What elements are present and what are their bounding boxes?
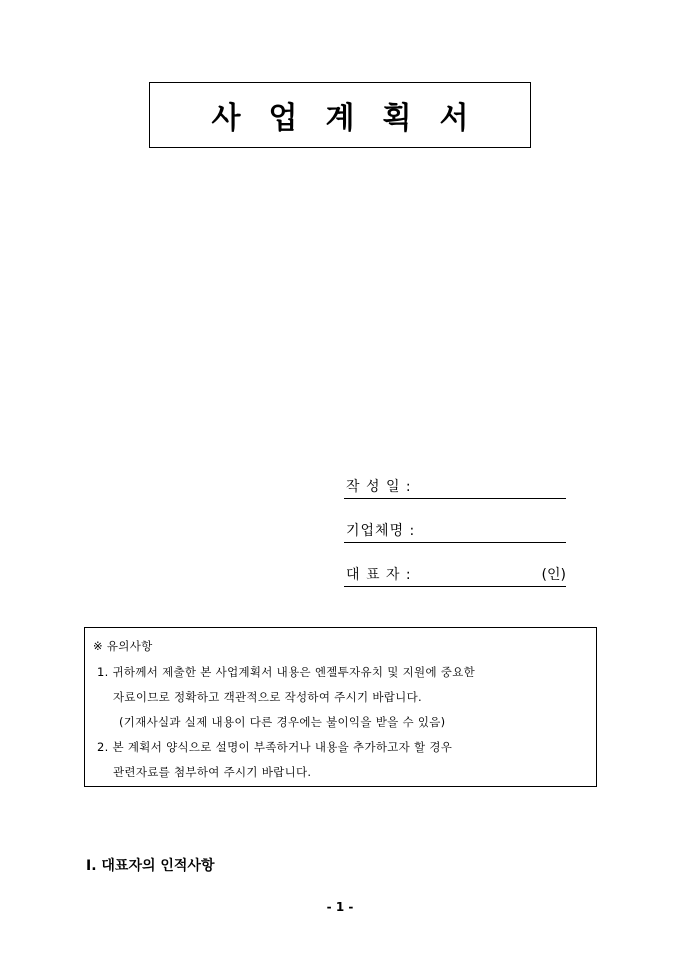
notice-box: [84, 627, 597, 787]
notice-line: 1. 귀하께서 제출한 본 사업계획서 내용은 엔젤투자유치 및 지원에 중요한: [97, 665, 476, 679]
ceo-label: 대 표 자 :: [346, 567, 412, 583]
seal-mark: (인): [541, 567, 566, 583]
company-name-label: 기업체명 :: [346, 523, 416, 539]
document-title-box: [149, 82, 531, 148]
notice-line: (기재사실과 실제 내용이 다른 경우에는 불이익을 받을 수 있음): [119, 715, 446, 729]
date-field: [344, 478, 566, 499]
ceo-field: [344, 566, 566, 587]
notice-line: 관련자료를 첨부하여 주시기 바랍니다.: [113, 765, 312, 779]
notice-line: 자료이므로 정확하고 객관적으로 작성하여 주시기 바랍니다.: [113, 690, 422, 704]
date-label: 작 성 일 :: [346, 479, 412, 495]
company-name-field: [344, 522, 566, 543]
notice-line: 2. 본 계획서 양식으로 설명이 부족하거나 내용을 추가하고자 할 경우: [97, 740, 453, 754]
page-number: - 1 -: [326, 900, 354, 914]
section-heading: Ⅰ. 대표자의 인적사항: [86, 858, 215, 874]
document-title: 사업계획서: [211, 101, 497, 136]
notice-heading: ※ 유의사항: [93, 639, 153, 653]
